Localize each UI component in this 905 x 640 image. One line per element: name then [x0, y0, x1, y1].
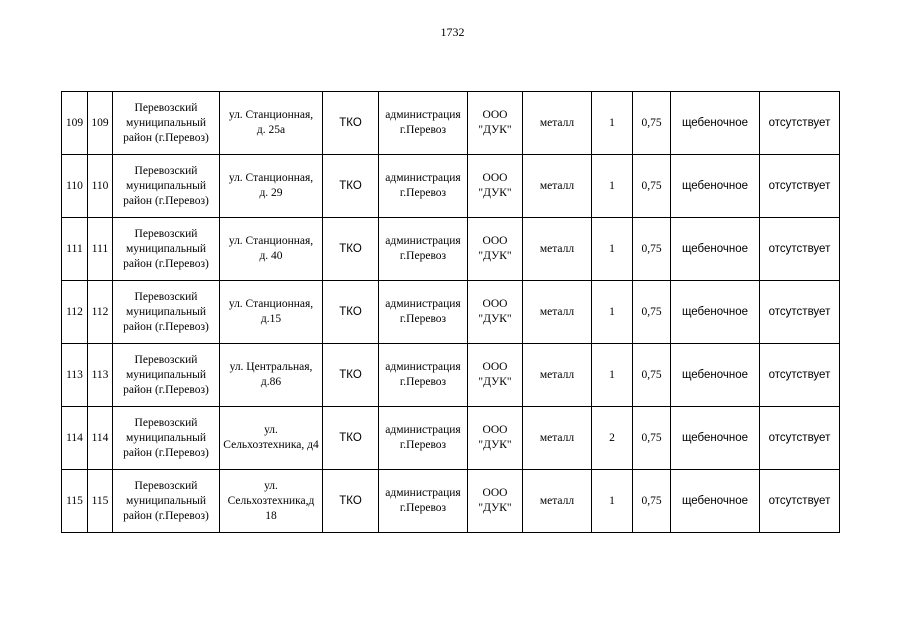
cell-owner-line: администрация — [385, 172, 461, 184]
cell-operator-line: ООО — [482, 424, 508, 436]
cell-owner-line: г.Перевоз — [399, 313, 447, 325]
cell-row-number: 115 — [62, 470, 88, 533]
cell-operator — [468, 281, 523, 344]
cell-surface: щебеночное — [671, 407, 760, 470]
cell-owner-line: г.Перевоз — [399, 250, 447, 262]
cell-address-line: Сельхозтехника,д — [227, 494, 315, 507]
cell-container-material: металл — [523, 155, 592, 218]
cell-district — [113, 155, 220, 218]
cell-waste-type: ТКО — [323, 281, 379, 344]
cell-operator-line: ООО — [482, 109, 508, 121]
cell-district-line: муниципальный — [125, 116, 207, 129]
cell-site-id: 113 — [88, 344, 113, 407]
cell-address-line: 18 — [265, 509, 277, 522]
cell-owner-line: администрация — [385, 109, 461, 121]
cell-row-number: 113 — [62, 344, 88, 407]
cell-district-line: муниципальный — [125, 368, 207, 381]
cell-surface: щебеночное — [671, 344, 760, 407]
cell-address — [220, 218, 323, 281]
cell-district-line: муниципальный — [125, 305, 207, 318]
cell-container-count: 1 — [592, 218, 633, 281]
cell-operator-line: ООО — [482, 298, 508, 310]
cell-owner-line: г.Перевоз — [399, 187, 447, 199]
cell-container-material: металл — [523, 92, 592, 155]
cell-owner — [379, 92, 468, 155]
cell-operator — [468, 218, 523, 281]
cell-surface: щебеночное — [671, 92, 760, 155]
cell-district-line: Перевозский — [134, 479, 198, 492]
cell-address-line: д. 40 — [259, 250, 283, 262]
cell-address-line: ул. — [264, 479, 278, 492]
cell-district-line: район (г.Перевоз) — [123, 257, 209, 270]
cell-container-count: 1 — [592, 92, 633, 155]
cell-owner — [379, 155, 468, 218]
cell-district-line: Перевозский — [134, 227, 198, 240]
cell-container-count: 1 — [592, 470, 633, 533]
cell-site-id: 111 — [88, 218, 113, 281]
cell-address — [220, 92, 323, 155]
cell-district-line: муниципальный — [125, 242, 207, 255]
cell-waste-type: ТКО — [323, 218, 379, 281]
cell-owner — [379, 218, 468, 281]
cell-owner-line: г.Перевоз — [399, 502, 447, 514]
cell-operator-line: "ДУК" — [478, 124, 512, 136]
table-row — [62, 92, 840, 155]
registry-table — [61, 91, 840, 533]
cell-address — [220, 470, 323, 533]
cell-district-line: Перевозский — [134, 416, 198, 429]
cell-container-volume: 0,75 — [633, 407, 671, 470]
cell-district-line: муниципальный — [125, 431, 207, 444]
cell-address-line: д.15 — [260, 313, 282, 325]
cell-address — [220, 281, 323, 344]
cell-operator — [468, 92, 523, 155]
cell-district — [113, 344, 220, 407]
cell-address-line: ул. Станционная, — [228, 172, 314, 184]
cell-address-line: д. 29 — [259, 187, 283, 199]
cell-waste-type: ТКО — [323, 470, 379, 533]
cell-operator-line: "ДУК" — [478, 187, 512, 199]
cell-district-line: Перевозский — [134, 353, 198, 366]
cell-operator — [468, 155, 523, 218]
cell-operator — [468, 344, 523, 407]
cell-container-count: 1 — [592, 281, 633, 344]
cell-operator-line: ООО — [482, 235, 508, 247]
cell-container-volume: 0,75 — [633, 155, 671, 218]
cell-operator-line: "ДУК" — [478, 502, 512, 514]
cell-site-id: 110 — [88, 155, 113, 218]
cell-container-material: металл — [523, 218, 592, 281]
cell-operator — [468, 470, 523, 533]
cell-waste-type: ТКО — [323, 344, 379, 407]
cell-owner-line: администрация — [385, 298, 461, 310]
cell-row-number: 112 — [62, 281, 88, 344]
cell-address-line: ул. — [264, 424, 278, 436]
cell-surface: щебеночное — [671, 470, 760, 533]
cell-operator-line: ООО — [482, 487, 508, 499]
cell-district-line: Перевозский — [134, 101, 198, 114]
cell-row-number: 109 — [62, 92, 88, 155]
cell-owner-line: г.Перевоз — [399, 124, 447, 136]
cell-operator-line: ООО — [482, 172, 508, 184]
cell-fence: отсутствует — [760, 470, 840, 533]
cell-operator — [468, 407, 523, 470]
cell-operator-line: "ДУК" — [478, 439, 512, 451]
cell-district-line: район (г.Перевоз) — [123, 446, 209, 459]
cell-district-line: район (г.Перевоз) — [123, 509, 209, 522]
cell-owner — [379, 344, 468, 407]
table-body — [62, 92, 840, 533]
cell-surface: щебеночное — [671, 218, 760, 281]
cell-district-line: район (г.Перевоз) — [123, 131, 209, 144]
cell-waste-type: ТКО — [323, 155, 379, 218]
cell-container-volume: 0,75 — [633, 344, 671, 407]
cell-owner — [379, 470, 468, 533]
cell-address-line: ул. Станционная, — [228, 235, 314, 247]
cell-address-line: д.86 — [260, 376, 282, 388]
cell-owner-line: администрация — [385, 424, 461, 436]
cell-site-id: 109 — [88, 92, 113, 155]
cell-owner-line: г.Перевоз — [399, 376, 447, 388]
table-row — [62, 470, 840, 533]
cell-fence: отсутствует — [760, 407, 840, 470]
cell-container-material: металл — [523, 407, 592, 470]
table-row — [62, 218, 840, 281]
cell-district — [113, 92, 220, 155]
cell-container-volume: 0,75 — [633, 281, 671, 344]
cell-address-line: ул. Станционная, — [228, 109, 314, 121]
cell-row-number: 111 — [62, 218, 88, 281]
cell-district — [113, 470, 220, 533]
cell-owner-line: администрация — [385, 361, 461, 373]
cell-district-line: район (г.Перевоз) — [123, 320, 209, 333]
cell-container-count: 2 — [592, 407, 633, 470]
cell-container-material: металл — [523, 281, 592, 344]
table-row — [62, 344, 840, 407]
cell-fence: отсутствует — [760, 92, 840, 155]
cell-address — [220, 407, 323, 470]
cell-site-id: 114 — [88, 407, 113, 470]
cell-district — [113, 218, 220, 281]
table-row — [62, 407, 840, 470]
cell-surface: щебеночное — [671, 281, 760, 344]
cell-district-line: Перевозский — [134, 290, 198, 303]
cell-row-number: 114 — [62, 407, 88, 470]
cell-district-line: муниципальный — [125, 494, 207, 507]
cell-container-volume: 0,75 — [633, 92, 671, 155]
cell-operator-line: "ДУК" — [478, 376, 512, 388]
cell-district-line: район (г.Перевоз) — [123, 194, 209, 207]
cell-operator-line: "ДУК" — [478, 313, 512, 325]
cell-district-line: муниципальный — [125, 179, 207, 192]
cell-waste-type: ТКО — [323, 92, 379, 155]
cell-owner — [379, 407, 468, 470]
cell-address-line: ул. Центральная, — [229, 361, 313, 373]
cell-container-volume: 0,75 — [633, 470, 671, 533]
cell-surface: щебеночное — [671, 155, 760, 218]
cell-address — [220, 155, 323, 218]
cell-fence: отсутствует — [760, 344, 840, 407]
cell-district — [113, 407, 220, 470]
cell-container-material: металл — [523, 470, 592, 533]
cell-container-count: 1 — [592, 155, 633, 218]
cell-site-id: 115 — [88, 470, 113, 533]
cell-site-id: 112 — [88, 281, 113, 344]
cell-district — [113, 281, 220, 344]
page-number: 1732 — [440, 25, 465, 39]
cell-owner-line: г.Перевоз — [399, 439, 447, 451]
cell-address-line: д. 25а — [256, 124, 286, 136]
cell-row-number: 110 — [62, 155, 88, 218]
table-row — [62, 281, 840, 344]
table-row — [62, 155, 840, 218]
cell-container-volume: 0,75 — [633, 218, 671, 281]
cell-owner — [379, 281, 468, 344]
cell-container-count: 1 — [592, 344, 633, 407]
cell-fence: отсутствует — [760, 155, 840, 218]
cell-district-line: район (г.Перевоз) — [123, 383, 209, 396]
cell-district-line: Перевозский — [134, 164, 198, 177]
cell-address — [220, 344, 323, 407]
cell-waste-type: ТКО — [323, 407, 379, 470]
cell-owner-line: администрация — [385, 235, 461, 247]
cell-address-line: Сельхозтехника, д4 — [223, 439, 319, 451]
cell-fence: отсутствует — [760, 281, 840, 344]
cell-operator-line: ООО — [482, 361, 508, 373]
cell-address-line: ул. Станционная, — [228, 298, 314, 310]
cell-operator-line: "ДУК" — [478, 250, 512, 262]
cell-fence: отсутствует — [760, 218, 840, 281]
cell-container-material: металл — [523, 344, 592, 407]
cell-owner-line: администрация — [385, 487, 461, 499]
